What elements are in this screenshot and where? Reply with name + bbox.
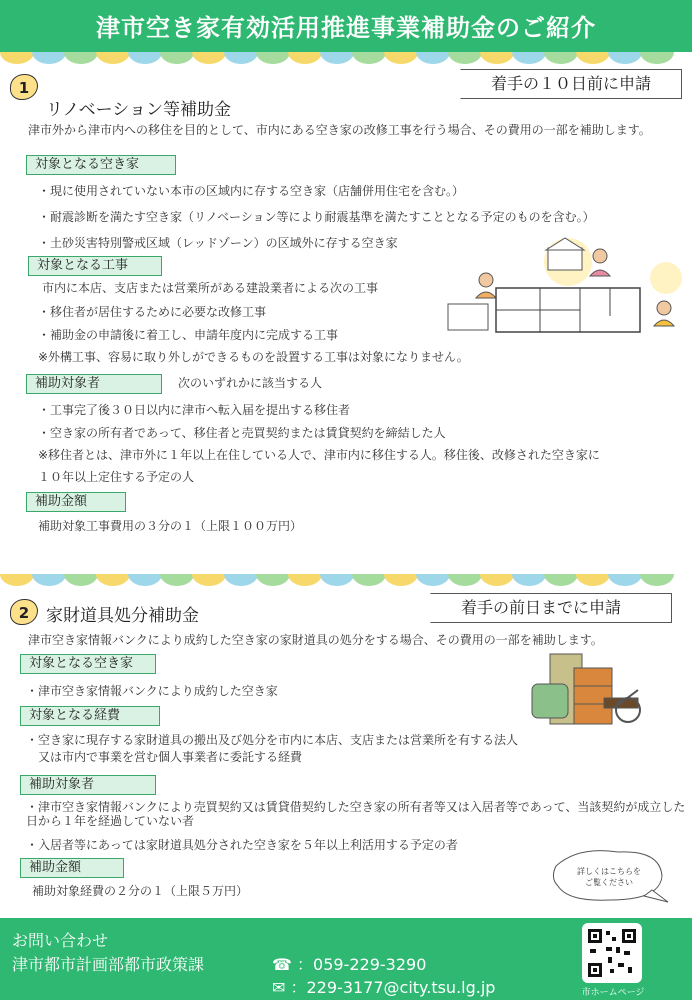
scallop-bump	[544, 574, 578, 586]
scallop-bump	[448, 574, 482, 586]
section1-target-house-tag: 対象となる空き家	[26, 155, 176, 175]
scallop-bump	[544, 52, 578, 64]
scallop-bump	[0, 52, 34, 64]
scallop-bump	[352, 574, 386, 586]
contact-phone	[272, 952, 426, 975]
section1-eligible-item: ・空き家の所有者であって、移住者と売買契約または賃貸契約を締結した人	[38, 426, 446, 440]
scallop-bump	[64, 574, 98, 586]
section1-number-badge: 1	[10, 74, 38, 100]
section1-amount-text: 補助対象工事費用の３分の１（上限１００万円）	[38, 519, 303, 533]
section1-deadline-text: 着手の１０日前に申請	[491, 74, 652, 93]
qr-caption: 市ホームページ	[581, 988, 645, 998]
scallop-bump	[640, 52, 674, 64]
section1-eligible-item: ・工事完了後３０日以内に津市へ転入届を提出する移住者	[38, 403, 351, 417]
section2-target-cost-tag: 対象となる経費	[20, 706, 160, 726]
scallop-bump	[576, 574, 610, 586]
details-callout-line: 詳しくはこちらを	[577, 867, 641, 876]
furniture-illustration	[528, 650, 652, 730]
scallop-bump	[96, 52, 130, 64]
scallop-bump	[608, 52, 642, 64]
section2-target-house-tag: 対象となる空き家	[20, 654, 156, 674]
section2-deadline-text: 着手の前日までに申請	[461, 598, 622, 617]
section1-eligible-note: １０年以上定住する予定の人	[38, 470, 195, 484]
section1-target-work-item: ・移住者が居住するために必要な改修工事	[38, 305, 267, 319]
scallop-bump	[480, 52, 514, 64]
details-callout-text	[566, 866, 652, 888]
mail-icon: ✉	[272, 978, 286, 997]
scallop-bump	[256, 574, 290, 586]
scallop-bump	[288, 52, 322, 64]
scallop-bump	[320, 52, 354, 64]
scallop-bump	[384, 52, 418, 64]
scallop-bump	[384, 574, 418, 586]
section1-target-house-item: ・耐震診断を満たす空き家（リノベーション等により耐震基準を満たすこととなる予定のものを含む。）	[38, 210, 595, 224]
section1-target-house-item: ・土砂災害特別警戒区域（レッドゾーン）の区域外に存する空き家	[38, 236, 398, 250]
scallop-bump	[64, 52, 98, 64]
phone-icon: ☎	[272, 955, 292, 974]
scallop-bump	[128, 52, 162, 64]
section1-target-work-tag: 対象となる工事	[28, 256, 162, 276]
section2-eligible-item: ・津市空き家情報バンクにより売買契約又は賃貸借契約した空き家の所有者等又は入居者等であって、当該契約が成立した日から１年を経過していない者	[26, 800, 686, 828]
scallop-bump	[32, 574, 66, 586]
section2-target-cost-line: ・空き家に現存する家財道具の搬出及び処分を市内に本店、支店または営業所を有する法人	[26, 733, 519, 747]
scallop-bump	[224, 574, 258, 586]
section1-deadline-banner	[460, 69, 682, 99]
section1-target-work-note: ※外構工事、容易に取り外しができるものを設置する工事は対象になりません。	[38, 350, 469, 364]
scallop-bump	[128, 574, 162, 586]
section1-eligible-note: ※移住者とは、津市外に１年以上在住している人で、津市内に移住する人。移住後、改修された空き家に	[38, 448, 600, 462]
section2-title: 家財道具処分補助金	[46, 606, 199, 626]
section2-target-cost-line: 又は市内で事業を営む個人事業者に委託する経費	[38, 750, 303, 764]
details-callout-line: ご覧ください	[585, 878, 633, 887]
scallop-bump	[480, 574, 514, 586]
section1-amount-tag: 補助金額	[26, 492, 126, 512]
section2-eligible-tag: 補助対象者	[20, 775, 156, 795]
section2-target-house-item: ・津市空き家情報バンクにより成約した空き家	[26, 684, 278, 698]
scallop-bump	[320, 574, 354, 586]
scallop-bump	[0, 574, 34, 586]
section1-title: リノベーション等補助金	[46, 100, 231, 120]
scallop-bump	[224, 52, 258, 64]
section2-amount-tag: 補助金額	[20, 858, 124, 878]
scallop-bump	[512, 574, 546, 586]
scallop-bump	[192, 574, 226, 586]
scallop-bump	[160, 52, 194, 64]
scallop-bump	[576, 52, 610, 64]
scallop-bump	[416, 574, 450, 586]
scallop-bump	[96, 574, 130, 586]
contact-department: 津市都市計画部都市政策課	[12, 955, 205, 974]
section2-eligible-item: ・入居者等にあっては家財道具処分された空き家を５年以上利活用する予定の者	[26, 838, 458, 852]
contact-label: お問い合わせ	[12, 931, 109, 950]
scallop-bump	[352, 52, 386, 64]
contact-footer	[0, 918, 692, 1000]
section2-intro: 津市空き家情報バンクにより成約した空き家の家財道具の処分をする場合、その費用の一部を補助します。	[28, 633, 603, 647]
qr-code[interactable]	[582, 923, 642, 983]
page-title: 津市空き家有効活用推進事業補助金のご紹介	[96, 14, 596, 42]
scallop-bump	[256, 52, 290, 64]
scallop-border-top	[0, 52, 692, 66]
scallop-border-middle	[0, 574, 692, 588]
page-header	[0, 0, 692, 52]
section1-target-work-lead: 市内に本店、支店または営業所がある建設業者による次の工事	[42, 281, 379, 295]
qr-code-icon	[582, 923, 642, 983]
scallop-bump	[160, 574, 194, 586]
contact-email	[272, 975, 495, 998]
section1-intro: 津市外から津市内への移住を目的として、市内にある空き家の改修工事を行う場合、その費用の一部を補助します。	[28, 123, 651, 137]
scallop-bump	[512, 52, 546, 64]
scallop-bump	[640, 574, 674, 586]
scallop-bump	[608, 574, 642, 586]
contact-phone-number: ：059-229-3290	[297, 955, 427, 974]
scallop-bump	[448, 52, 482, 64]
section2-amount-text: 補助対象経費の２分の１（上限５万円）	[32, 884, 249, 898]
scallop-bump	[192, 52, 226, 64]
section1-target-work-item: ・補助金の申請後に着工し、申請年度内に完成する工事	[38, 328, 339, 342]
contact-email-address[interactable]: ：229-3177@city.tsu.lg.jp	[290, 978, 496, 997]
scallop-bump	[32, 52, 66, 64]
section1-target-house-item: ・現に使用されていない本市の区域内に存する空き家（店舗併用住宅を含む。）	[38, 184, 465, 198]
scallop-bump	[416, 52, 450, 64]
section1-eligible-tag: 補助対象者	[26, 374, 162, 394]
section2-deadline-banner	[430, 593, 672, 623]
house-plan-illustration	[440, 236, 688, 336]
scallop-bump	[288, 574, 322, 586]
section1-eligible-lead: 次のいずれかに該当する人	[178, 376, 323, 390]
section2-number-badge: 2	[10, 599, 38, 625]
